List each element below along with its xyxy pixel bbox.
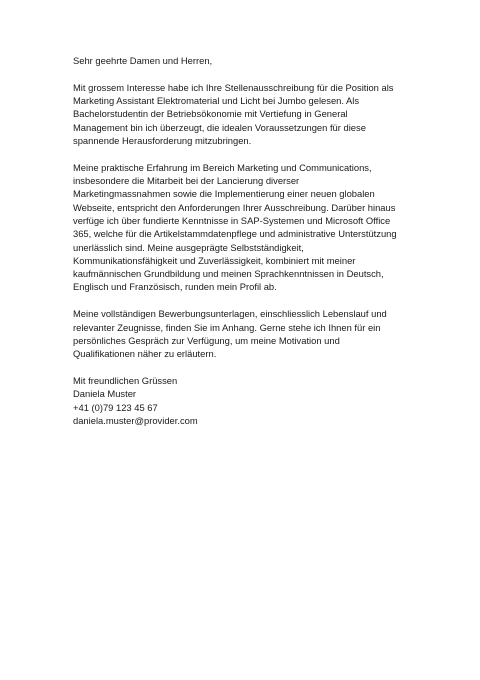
- paragraph-line: kaufmännischen Grundbildung und meinen Sprachkenntnissen in Deutsch,: [73, 268, 384, 280]
- paragraph-line: Mit grossem Interesse habe ich Ihre Stellenausschreibung für die Position als: [73, 81, 394, 93]
- paragraph-intro: [73, 81, 413, 147]
- sender-email: daniela.muster@provider.com: [73, 414, 198, 426]
- paragraph-line: verfüge ich über fundierte Kenntnisse in SAP-Systemen und Microsoft Office: [73, 214, 391, 226]
- paragraph-experience: [73, 161, 413, 294]
- salutation: [73, 54, 413, 67]
- paragraph-line: Management bin ich überzeugt, die idealen Voraussetzungen für diese: [73, 121, 366, 133]
- letter-body: [73, 54, 413, 441]
- paragraph-line: Englisch und Französisch, runden mein Profil ab.: [73, 281, 277, 293]
- sender-phone: +41 (0)79 123 45 67: [73, 401, 158, 413]
- salutation-text: Sehr geehrte Damen und Herren,: [73, 55, 213, 66]
- paragraph-line: Kommunikationsfähigkeit und Zuverlässigkeit, kombiniert mit meiner: [73, 254, 356, 266]
- paragraph-line: Bachelorstudentin der Betriebsökonomie mit Vertiefung in General: [73, 108, 348, 120]
- paragraph-line: Webseite, entspricht den Anforderungen Ihrer Ausschreibung. Darüber hinaus: [73, 201, 396, 213]
- paragraph-line: persönliches Gespräch zur Verfügung, um meine Motivation und: [73, 334, 340, 346]
- paragraph-line: Marketingmassnahmen sowie die Implementierung einer neuen globalen: [73, 188, 375, 200]
- paragraph-line: 365, welche für die Artikelstammdatenpflege und administrative Unterstützung: [73, 228, 397, 240]
- paragraph-line: insbesondere die Mitarbeit bei der Lancierung diverser: [73, 175, 300, 187]
- closing-text: Mit freundlichen Grüssen: [73, 374, 178, 386]
- paragraph-line: Marketing Assistant Elektromaterial und Licht bei Jumbo gelesen. Als: [73, 95, 360, 107]
- paragraph-line: unerlässlich sind. Meine ausgeprägte Selbstständigkeit,: [73, 241, 304, 253]
- paragraph-line: spannende Herausforderung mitzubringen.: [73, 134, 252, 146]
- signature-block: [73, 374, 413, 427]
- paragraph-line: Meine vollständigen Bewerbungsunterlagen, einschliesslich Lebenslauf und: [73, 308, 387, 320]
- paragraph-attachments: [73, 307, 413, 360]
- paragraph-line: Qualifikationen näher zu erläutern.: [73, 348, 217, 360]
- paragraph-line: relevanter Zeugnisse, finden Sie im Anhang. Gerne stehe ich Ihnen für ein: [73, 321, 381, 333]
- sender-name: Daniela Muster: [73, 388, 137, 400]
- paragraph-line: Meine praktische Erfahrung im Bereich Marketing und Communications,: [73, 161, 372, 173]
